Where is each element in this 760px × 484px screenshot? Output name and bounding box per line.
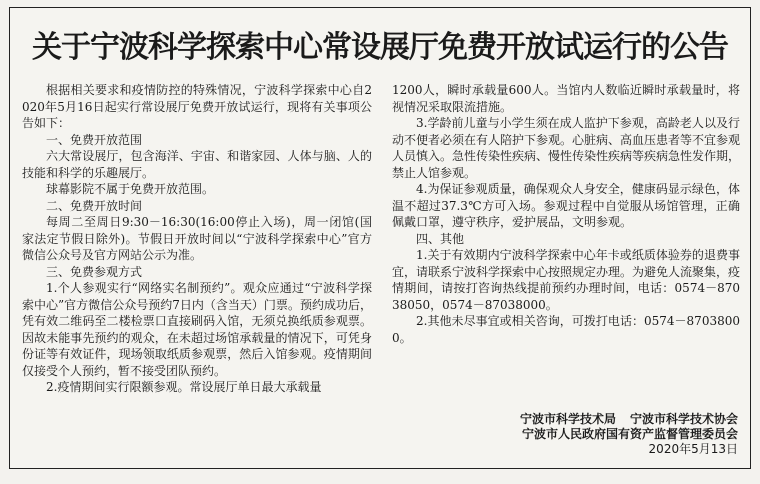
section-heading-visit: 三、免费参观方式 — [46, 264, 143, 279]
left-column — [22, 82, 372, 396]
paragraph-children: 3.学龄前儿童与小学生须在成人监护下参观，高龄老人以及行动不便者必须在有人陪护下参观。心脏病、高血压患者等不宜参观人员慎入。急性传染性疾病、慢性传染性疾病等疾病急性发作期，禁止人馆参观。 — [392, 116, 741, 180]
paragraph-contact: 2.其他未尽事宜或相关咨询，可拨打电话：0574－87038000。 — [392, 314, 740, 345]
signature-org-sasac: 宁波市人民政府国有资产监督管理委员会 — [521, 427, 738, 441]
paragraph-intro: 根据相关要求和疫情防控的特殊情况，宁波科学探索中心自2020年5月16日起实行常设展厅免费开放试运行，现将有关事项公告如下： — [22, 83, 372, 130]
notice-page — [9, 7, 751, 469]
paragraph-reservation: 1.个人参观实行“网络实名制预约”。观众应通过“宁波科学探索中心”官方微信公众号预约7日内（含当天）门票。预约成功后，凭有效二维码至二楼检票口直接刷码入馆，无须兑换纸质参观票。因故未能事先预约的观众，在未超过场馆承载量的情况下，可凭身份证等有效证件，现场领取纸质参观票，然后入馆参观。疫情期间仅接受个人预约，暂不接受团队预约。 — [22, 281, 372, 378]
right-column — [392, 82, 740, 346]
section-heading-other: 四、其他 — [416, 231, 465, 246]
section-heading-hours: 二、免费开放时间 — [46, 198, 143, 213]
paragraph-health: 4.为保证参观质量，确保观众人身安全，健康码显示绿色，体温不超过37.3℃方可入场。参观过程中自觉服从场馆管理，正确佩戴口罩，遵守秩序，爱护展品，文明参观。 — [392, 182, 740, 229]
paragraph-capacity-end: 1200人，瞬时承载量600人。当馆内人数临近瞬时承载量时，将视情况采取限流措施。 — [392, 83, 740, 114]
paragraph-dome: 球幕影院不属于免费开放范围。 — [46, 182, 215, 196]
notice-title: 关于宁波科学探索中心常设展厅免费开放试运行的公告 — [32, 30, 728, 65]
paragraph-capacity-start: 2.疫情期间实行限额参观。常设展厅单日最大承载量 — [46, 380, 322, 394]
signature-date: 2020年5月13日 — [648, 442, 738, 456]
paragraph-halls: 六大常设展厅，包含海洋、宇宙、和谐家园、人体与脑、人的技能和科学的乐趣展厅。 — [22, 149, 372, 180]
paragraph-refund: 1.关于有效期内宁波科学探索中心年卡或纸质体验券的退费事宜，请联系宁波科学探索中心按照规定办理。为避免人流聚集，疫情期间，请按打咨询热线提前预约办理时间，电话：0574－87038050，0574－87038000。 — [392, 248, 741, 312]
section-heading-scope: 一、免费开放范围 — [46, 132, 143, 147]
paragraph-hours: 每周二至周日9:30－16:30(16:00停止入场)，周一闭馆(国家法定节假日除外)。节假日开放时间以“宁波科学探索中心”官方微信公众号及官方网站公示为准。 — [22, 215, 372, 262]
signature-block — [520, 412, 738, 457]
signature-org-science-bureau: 宁波市科学技术局 — [519, 412, 616, 426]
signature-org-science-association: 宁波市科学技术协会 — [629, 412, 738, 426]
